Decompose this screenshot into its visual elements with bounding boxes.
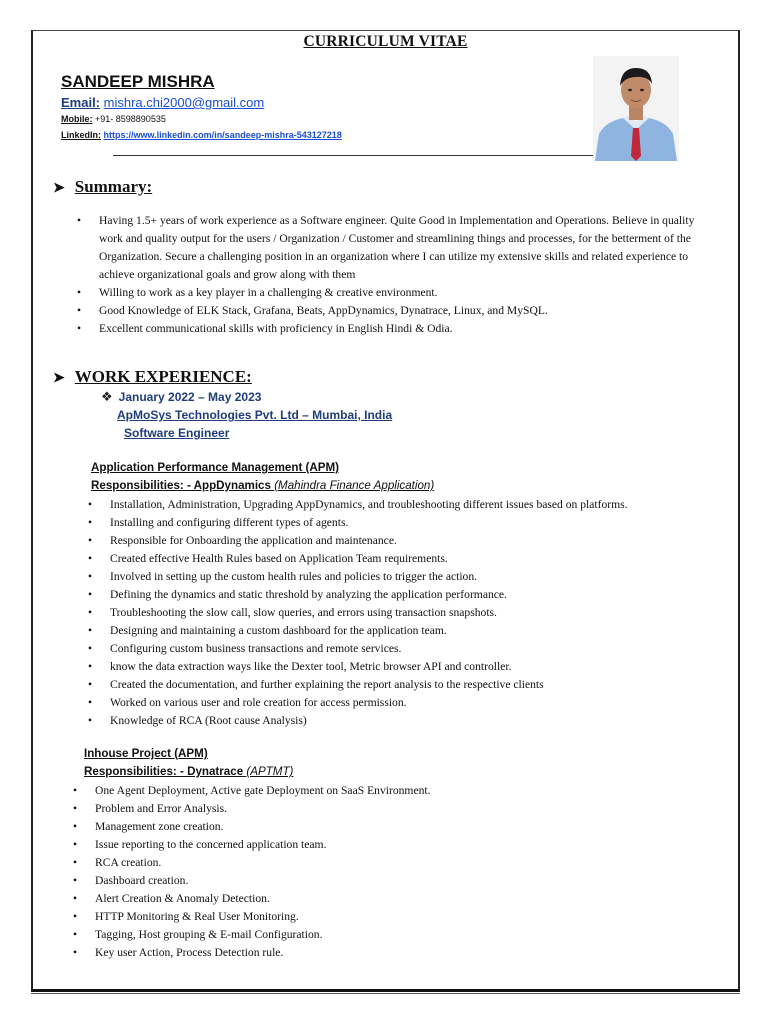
bullet-icon: •: [88, 588, 93, 601]
list-item-text: Having 1.5+ years of work experience as a Software engineer. Quite Good in Implementation and Operations. Believe in quality work and quality output for the users / Organization / Customer and streamlining things and processes, for the betterment of the Organization. Secure a challenging position in an organization where I can utilize my extensive skills and related experience to achieve organizational goals and grow along with them: [99, 214, 695, 281]
footer-rule: [31, 989, 740, 992]
cv-page: [31, 30, 740, 991]
list-item-text: Knowledge of RCA (Root cause Analysis): [110, 714, 307, 727]
bullet-icon: •: [88, 606, 93, 619]
list-item: [73, 782, 693, 800]
list-item: [88, 604, 728, 622]
list-item-text: Alert Creation & Anomaly Detection.: [95, 892, 270, 905]
email-link[interactable]: mishra.chi2000@gmail.com: [103, 95, 265, 110]
list-item: [73, 836, 693, 854]
list-item-text: Key user Action, Process Detection rule.: [95, 946, 284, 959]
bullet-icon: •: [88, 498, 93, 511]
bullet-icon: •: [73, 910, 78, 923]
email-line: [61, 95, 264, 110]
bullet-icon: •: [88, 678, 93, 691]
work-experience-heading: ➤ WORK EXPERIENCE:: [53, 367, 252, 386]
email-label: Email:: [61, 95, 101, 110]
diamond-bullet-icon: ❖: [101, 389, 113, 404]
list-item: [88, 676, 728, 694]
list-item: [88, 568, 728, 586]
experience-period: ❖ January 2022 – May 2023: [101, 389, 262, 404]
bullet-icon: •: [73, 820, 78, 833]
list-item-text: know the data extraction ways like the Dexter tool, Metric browser API and controller.: [110, 660, 512, 673]
list-item-text: Good Knowledge of ELK Stack, Grafana, Beats, AppDynamics, Dynatrace, Linux, and MySQL.: [99, 304, 548, 317]
list-item: [88, 694, 728, 712]
list-item-text: Designing and maintaining a custom dashboard for the application team.: [110, 624, 447, 637]
list-item-text: Excellent communicational skills with proficiency in English Hindi & Odia.: [99, 322, 453, 335]
bullet-icon: •: [77, 322, 82, 335]
list-item-text: Configuring custom business transactions and remote services.: [110, 642, 402, 655]
company-name: ApMoSys Technologies Pvt. Ltd – Mumbai, India: [117, 408, 393, 422]
bullet-icon: •: [88, 570, 93, 583]
list-item-text: Installation, Administration, Upgrading AppDynamics, and troubleshooting different issues based on platforms.: [110, 498, 628, 511]
list-item: [88, 712, 728, 730]
list-item-text: Issue reporting to the concerned application team.: [95, 838, 327, 851]
mobile-line: [61, 114, 166, 124]
list-item-text: Worked on various user and role creation for access permission.: [110, 696, 407, 709]
bullet-icon: •: [73, 874, 78, 887]
bullet-icon: •: [88, 660, 93, 673]
bullet-icon: •: [88, 642, 93, 655]
list-item: [88, 532, 728, 550]
footer-rule-thin: [31, 993, 740, 994]
list-item-text: Willing to work as a key player in a challenging & creative environment.: [99, 286, 438, 299]
list-item-text: RCA creation.: [95, 856, 162, 869]
list-item: [73, 818, 693, 836]
bullet-icon: •: [88, 534, 93, 547]
apm-project-heading: Application Performance Management (APM): [91, 461, 340, 474]
list-item-text: Installing and configuring different types of agents.: [110, 516, 349, 529]
list-item: [88, 622, 728, 640]
list-item-text: Involved in setting up the custom health rules and policies to trigger the action.: [110, 570, 478, 583]
bullet-icon: •: [77, 214, 82, 227]
job-role: Software Engineer: [124, 426, 230, 440]
list-item-text: Responsible for Onboarding the application and maintenance.: [110, 534, 397, 547]
arrow-bullet-icon: ➤: [53, 371, 65, 386]
mobile-number: +91- 8598890535: [95, 114, 166, 124]
document-title: CURRICULUM VITAE: [303, 33, 468, 50]
bullet-icon: •: [88, 714, 93, 727]
bullet-icon: •: [73, 784, 78, 797]
summary-list: [77, 212, 717, 338]
list-item-text: Dashboard creation.: [95, 874, 189, 887]
list-item: [73, 908, 693, 926]
bullet-icon: •: [73, 928, 78, 941]
candidate-name: SANDEEP MISHRA: [61, 72, 215, 91]
list-item-text: One Agent Deployment, Active gate Deployment on SaaS Environment.: [95, 784, 431, 797]
list-item-text: HTTP Monitoring & Real User Monitoring.: [95, 910, 299, 923]
list-item: [73, 872, 693, 890]
list-item-text: Management zone creation.: [95, 820, 224, 833]
list-item-text: Tagging, Host grouping & E-mail Configuration.: [95, 928, 323, 941]
list-item-text: Created effective Health Rules based on Application Team requirements.: [110, 552, 448, 565]
linkedin-label: LinkedIn:: [61, 130, 101, 140]
list-item: [73, 854, 693, 872]
list-item: [73, 800, 693, 818]
apm-responsibilities-label: Responsibilities: - AppDynamics (Mahindra Finance Application): [91, 479, 435, 492]
header-divider: [113, 155, 593, 156]
list-item: [77, 320, 717, 338]
bullet-icon: •: [88, 516, 93, 529]
inhouse-project-heading: Inhouse Project (APM): [84, 747, 208, 760]
bullet-icon: •: [73, 838, 78, 851]
bullet-icon: •: [73, 802, 78, 815]
list-item: [88, 586, 728, 604]
profile-photo: [593, 56, 679, 161]
list-item-text: Troubleshooting the slow call, slow queries, and errors using transaction snapshots.: [110, 606, 497, 619]
inhouse-responsibilities-label: Responsibilities: - Dynatrace (APTMT): [84, 765, 294, 778]
list-item: [88, 496, 728, 514]
bullet-icon: •: [73, 892, 78, 905]
list-item-text: Created the documentation, and further explaining the report analysis to the respective clients: [110, 678, 544, 691]
apm-responsibilities-list: [88, 496, 728, 730]
mobile-label: Mobile:: [61, 114, 93, 124]
list-item-text: Defining the dynamics and static threshold by analyzing the application performance.: [110, 588, 507, 601]
bullet-icon: •: [88, 696, 93, 709]
linkedin-link[interactable]: https://www.linkedin.com/in/sandeep-mishra-543127218: [103, 130, 342, 140]
inhouse-responsibilities-list: [73, 782, 693, 962]
arrow-bullet-icon: ➤: [53, 181, 65, 196]
bullet-icon: •: [77, 304, 82, 317]
list-item: [73, 926, 693, 944]
list-item: [88, 514, 728, 532]
bullet-icon: •: [73, 946, 78, 959]
list-item: [88, 658, 728, 676]
list-item: [88, 640, 728, 658]
bullet-icon: •: [77, 286, 82, 299]
linkedin-line: [61, 130, 342, 140]
list-item: [73, 890, 693, 908]
list-item: [77, 284, 717, 302]
bullet-icon: •: [73, 856, 78, 869]
bullet-icon: •: [88, 624, 93, 637]
summary-heading: ➤ Summary:: [53, 177, 153, 196]
bullet-icon: •: [88, 552, 93, 565]
list-item: [77, 302, 717, 320]
list-item: [88, 550, 728, 568]
list-item-text: Problem and Error Analysis.: [95, 802, 228, 815]
list-item: [77, 212, 717, 284]
list-item: [73, 944, 693, 962]
